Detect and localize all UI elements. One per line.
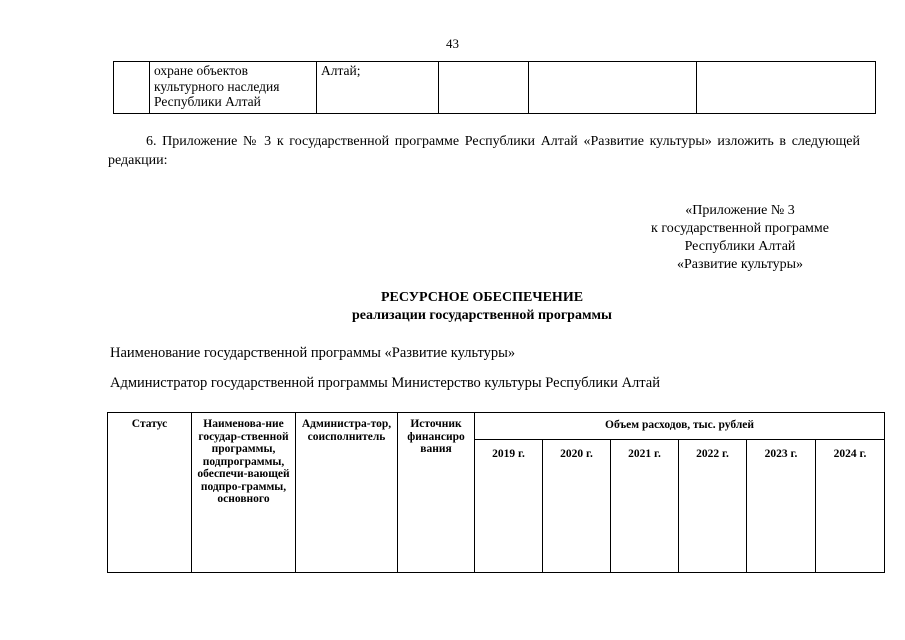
table-cell: Алтай; — [317, 62, 439, 114]
table-cell — [150, 62, 317, 114]
heading-line-2: реализации государственной программы — [352, 308, 612, 323]
heading-line-1: РЕСУРСНОЕ ОБЕСПЕЧЕНИЕ — [380, 290, 584, 305]
appendix-line: «Развитие культуры» — [676, 257, 804, 272]
cell-line: культурного наследия — [154, 78, 280, 94]
table-row — [114, 62, 876, 114]
cell-line: Республики Алтай — [154, 94, 261, 109]
page-number: 43 — [446, 36, 459, 51]
table-cell — [439, 62, 529, 114]
program-name-line: Наименование государственной программы «Развитие культуры» — [110, 345, 516, 361]
table-cell — [529, 62, 697, 114]
cell-line: охране объектов — [154, 63, 248, 78]
appendix-line: к государственной программе — [651, 221, 829, 236]
continued-table — [113, 61, 876, 114]
header-funding-source: Источник финансиро вания — [398, 413, 475, 573]
header-expense-volume: Объем расходов, тыс. рублей — [475, 413, 885, 440]
header-status: Статус — [108, 413, 192, 573]
header-year: 2022 г. — [679, 440, 747, 573]
administrator-line: Администратор государственной программы Министерство культуры Республики Алтай — [110, 375, 660, 391]
table-cell — [697, 62, 876, 114]
header-year: 2020 г. — [543, 440, 611, 573]
section-heading — [0, 289, 905, 325]
header-program-name: Наименова-ние государ-ственной программы, подпрограммы, обеспечи-вающей подпро-граммы, основного — [192, 413, 296, 573]
appendix-line: «Приложение № 3 — [685, 203, 795, 218]
header-year: 2023 г. — [747, 440, 816, 573]
header-year: 2019 г. — [475, 440, 543, 573]
amendment-paragraph: 6. Приложение № 3 к государственной программе Республики Алтай «Развитие культуры» изложить в следующей редакции: — [108, 134, 860, 168]
header-administrator: Администра-тор, соисполнитель — [296, 413, 398, 573]
appendix-line: Республики Алтай — [684, 239, 796, 254]
table-header-row — [108, 413, 885, 440]
resource-table — [107, 412, 885, 573]
header-year: 2024 г. — [816, 440, 885, 573]
header-year: 2021 г. — [611, 440, 679, 573]
table-cell — [114, 62, 150, 114]
appendix-reference — [620, 202, 860, 274]
